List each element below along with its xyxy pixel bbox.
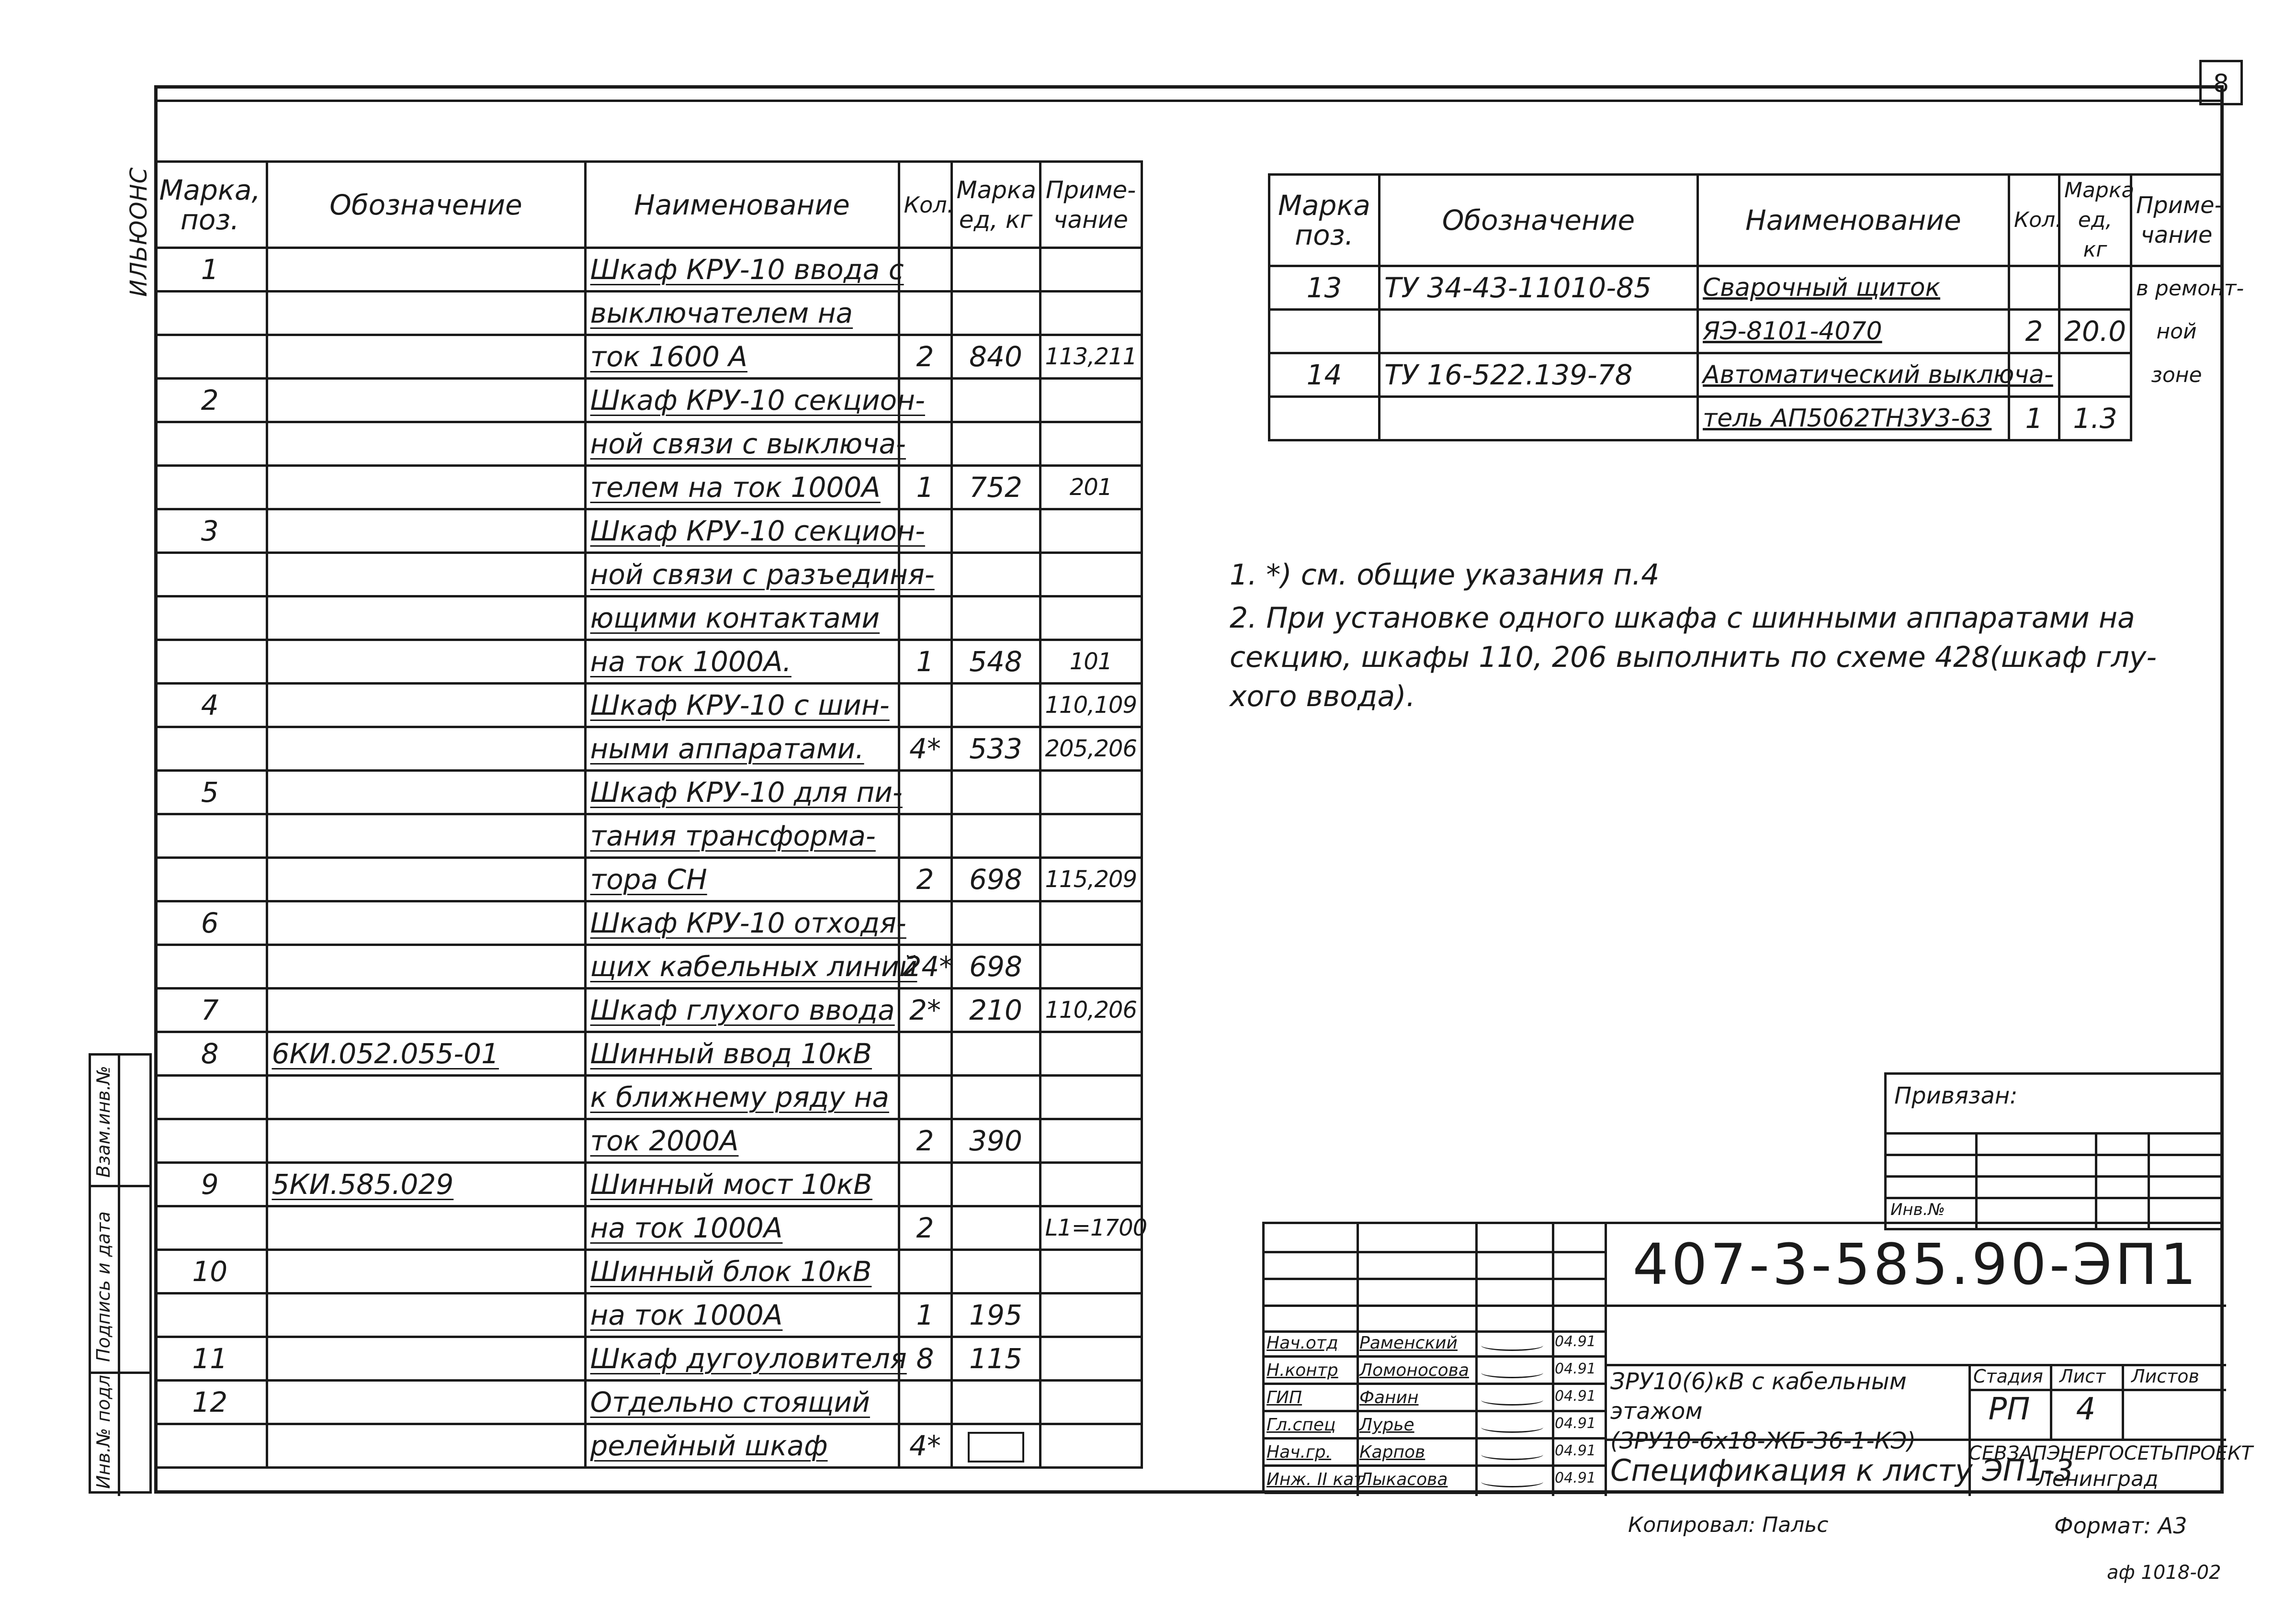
cell-note	[1040, 1032, 1142, 1076]
cell-name: Шинный ввод 10кВ	[585, 1032, 899, 1076]
cell-note	[1040, 422, 1142, 466]
cell-mark: 6	[154, 901, 267, 945]
table-row	[154, 335, 1142, 379]
cell-note: 205,206	[1040, 727, 1142, 771]
signature-scribble	[1481, 1476, 1543, 1487]
cell-designation	[267, 335, 585, 379]
cell-qty	[899, 422, 951, 466]
table-row	[1269, 266, 2222, 310]
sign-date: 04.91	[1555, 1361, 1596, 1377]
sign-date: 04.91	[1555, 1442, 1596, 1459]
cell-mass: 210	[951, 989, 1040, 1032]
cell-name: ющими контактами	[585, 596, 899, 640]
org-line-1: СЕВЗАПЭНЕРГОСЕТЬПРОЕКТ	[1968, 1442, 2253, 1464]
cell-note	[1040, 814, 1142, 858]
cell-name: ной связи с выключа-	[585, 422, 899, 466]
cell-mass	[951, 901, 1040, 945]
cell-qty	[899, 901, 951, 945]
cell-mark	[154, 422, 267, 466]
cell-qty	[899, 684, 951, 727]
cell-name: щих кабельных линий	[585, 945, 899, 989]
cell-name: Шкаф КРУ-10 ввода с	[585, 248, 899, 292]
cell-mass: 548	[951, 640, 1040, 684]
signature-scribble	[1481, 1422, 1543, 1433]
signature-row	[1265, 1358, 1606, 1385]
cell-mass	[951, 1076, 1040, 1119]
cell-mass: 698	[951, 945, 1040, 989]
cell-qty: 2	[899, 858, 951, 901]
table-row	[154, 596, 1142, 640]
table-row	[154, 1119, 1142, 1163]
cell-mark	[154, 727, 267, 771]
cell-mark: 11	[154, 1337, 267, 1381]
cell-designation	[267, 509, 585, 553]
sheet-corner-number: 8	[2199, 60, 2243, 105]
sign-date: 04.91	[1555, 1470, 1596, 1486]
cell-note: зоне	[2131, 353, 2222, 397]
cell-name: тель АП5062ТН3У3-63	[1698, 397, 2009, 440]
cell-name: на ток 1000А	[585, 1294, 899, 1337]
cell-note	[1040, 553, 1142, 596]
cell-mark	[154, 814, 267, 858]
cell-mass	[951, 248, 1040, 292]
cell-designation	[267, 1294, 585, 1337]
signer-role: Нач.гр.	[1267, 1442, 1332, 1462]
side-podpis: Подпись и дата	[93, 1211, 114, 1362]
object-title	[1610, 1367, 1974, 1456]
object-title-line-1: ЗРУ10(6)кВ с кабельным этажом	[1610, 1368, 1907, 1425]
table-row	[154, 509, 1142, 553]
note-line: 1. *) см. общие указания п.4	[1230, 558, 1660, 592]
footer-ref: аф 1018-02	[2107, 1562, 2221, 1584]
cell-name: Шкаф КРУ-10 отходя-	[585, 901, 899, 945]
table-row	[1269, 397, 2222, 440]
table-row	[1269, 353, 2222, 397]
table-row	[154, 814, 1142, 858]
cell-name: Отдельно стоящий	[585, 1381, 899, 1424]
cell-designation	[267, 1076, 585, 1119]
col-designation: Обозначение	[267, 162, 585, 248]
bound-label: Привязан:	[1894, 1082, 2018, 1109]
cell-name: ЯЭ-8101-4070	[1698, 310, 2009, 353]
cell-note: 201	[1040, 466, 1142, 509]
cell-qty: 2	[899, 335, 951, 379]
cell-name: телем на ток 1000А	[585, 466, 899, 509]
sheet-value: 4	[2076, 1392, 2096, 1427]
cell-mark	[154, 1424, 267, 1468]
col-mark: Марка поз.	[1269, 175, 1380, 266]
signature-scribble	[1481, 1367, 1543, 1378]
cell-mark	[1269, 397, 1380, 440]
note-line: хого ввода).	[1230, 680, 1415, 713]
table-row	[154, 1032, 1142, 1076]
cell-designation	[267, 771, 585, 814]
cell-designation	[267, 1424, 585, 1468]
cell-note: 115,209	[1040, 858, 1142, 901]
col-qty: Кол.	[2009, 175, 2059, 266]
cell-qty: 8	[899, 1337, 951, 1381]
cell-mark: 9	[154, 1163, 267, 1206]
signature-scribble	[1481, 1395, 1543, 1406]
cell-mass	[951, 1032, 1040, 1076]
cell-qty	[899, 814, 951, 858]
cell-mark: 14	[1269, 353, 1380, 397]
cell-name: Шкаф КРУ-10 с шин-	[585, 684, 899, 727]
sign-date: 04.91	[1555, 1333, 1596, 1350]
cell-name: ток 1600 А	[585, 335, 899, 379]
cell-mass	[951, 553, 1040, 596]
cell-qty	[899, 292, 951, 335]
cell-mark	[154, 596, 267, 640]
cell-name: Автоматический выключа-	[1698, 353, 2009, 397]
sheet-label: Лист	[2059, 1366, 2106, 1387]
doc-code: 407-3-585.90-ЭП1	[1632, 1231, 2199, 1297]
cell-mark: 5	[154, 771, 267, 814]
cell-designation	[267, 640, 585, 684]
cell-note	[1040, 1424, 1142, 1468]
cell-qty: 4*	[899, 1424, 951, 1468]
side-inv-podl: Инв.№ подл.	[93, 1369, 114, 1489]
cell-qty: 1	[899, 1294, 951, 1337]
signature-row	[1265, 1467, 1606, 1494]
cell-note	[1040, 1381, 1142, 1424]
sign-date: 04.91	[1555, 1415, 1596, 1432]
table-row	[154, 1163, 1142, 1206]
table-row	[154, 989, 1142, 1032]
cell-name: Шкаф КРУ-10 секцион-	[585, 509, 899, 553]
left-table-header	[154, 162, 1142, 248]
cell-mass: 840	[951, 335, 1040, 379]
cell-qty	[899, 1076, 951, 1119]
cell-mark	[154, 945, 267, 989]
cell-designation	[267, 1206, 585, 1250]
binding-box	[1884, 1072, 2224, 1230]
cell-note: 113,211	[1040, 335, 1142, 379]
cell-note	[1040, 1076, 1142, 1119]
cell-note	[1040, 1337, 1142, 1381]
table-row	[154, 1294, 1142, 1337]
cell-mark: 12	[154, 1381, 267, 1424]
cell-qty: 2	[2009, 310, 2059, 353]
cell-name: Сварочный щиток	[1698, 266, 2009, 310]
table-row	[154, 292, 1142, 335]
cell-mark	[154, 640, 267, 684]
cell-note	[1040, 771, 1142, 814]
col-note: Приме- чание	[2131, 175, 2222, 266]
cell-designation	[267, 1250, 585, 1294]
cell-designation	[267, 553, 585, 596]
cell-designation	[267, 945, 585, 989]
cell-name: релейный шкаф	[585, 1424, 899, 1468]
cell-qty: 1	[899, 640, 951, 684]
cell-mark: 1	[154, 248, 267, 292]
cell-qty	[899, 248, 951, 292]
cell-mark	[154, 335, 267, 379]
table-row	[154, 684, 1142, 727]
side-label: ИЛЬЮОНС	[125, 167, 152, 297]
note-line: секцию, шкафы 110, 206 выполнить по схеме 428(шкаф глу-	[1230, 641, 2157, 674]
signer-name: Раменский	[1359, 1333, 1458, 1353]
col-name: Наименование	[585, 162, 899, 248]
cell-mark	[154, 1119, 267, 1163]
table-row	[154, 771, 1142, 814]
cell-note	[1040, 1294, 1142, 1337]
col-mark: Марка, поз.	[154, 162, 267, 248]
cell-designation	[267, 989, 585, 1032]
table-row	[154, 466, 1142, 509]
cell-note: 110,109	[1040, 684, 1142, 727]
cell-mark	[154, 292, 267, 335]
cell-qty	[899, 1381, 951, 1424]
cell-name: Шкаф КРУ-10 секцион-	[585, 379, 899, 422]
table-row	[154, 1337, 1142, 1381]
cell-qty	[899, 1250, 951, 1294]
table-row	[154, 379, 1142, 422]
table-row	[154, 858, 1142, 901]
col-mass: Марка ед, кг	[951, 162, 1040, 248]
frame-top-strip	[154, 85, 2224, 102]
cell-mass: 20.0	[2059, 310, 2131, 353]
cell-mark: 10	[154, 1250, 267, 1294]
cell-designation	[267, 466, 585, 509]
table-row	[154, 1424, 1142, 1468]
cell-mark	[154, 1076, 267, 1119]
cell-note	[1040, 379, 1142, 422]
cell-mass	[951, 379, 1040, 422]
cell-name: ной связи с разъединя-	[585, 553, 899, 596]
stage-value: РП	[1988, 1392, 2030, 1427]
cell-mark	[154, 1206, 267, 1250]
cell-designation	[267, 684, 585, 727]
table-row	[1269, 310, 2222, 353]
cell-designation	[267, 248, 585, 292]
left-spec-table	[154, 160, 1147, 1469]
cell-note	[1040, 1163, 1142, 1206]
col-designation: Обозначение	[1380, 175, 1698, 266]
right-table-header	[1269, 175, 2222, 266]
cell-mass	[951, 596, 1040, 640]
cell-name: на ток 1000А	[585, 1206, 899, 1250]
cell-note	[1040, 945, 1142, 989]
cell-designation	[267, 422, 585, 466]
cell-note: L1=1700	[1040, 1206, 1142, 1250]
cell-note	[2131, 397, 2222, 440]
cell-designation	[267, 858, 585, 901]
cell-qty	[899, 771, 951, 814]
cell-designation	[267, 1337, 585, 1381]
cell-designation	[1380, 310, 1698, 353]
cell-note	[1040, 901, 1142, 945]
footer-copied: Копировал: Пальс	[1628, 1513, 1829, 1537]
signer-role: ГИП	[1267, 1388, 1302, 1407]
cell-mass	[951, 1163, 1040, 1206]
cell-mark: 4	[154, 684, 267, 727]
cell-name: к ближнему ряду на	[585, 1076, 899, 1119]
title-block	[1262, 1222, 2253, 1494]
cell-mass	[2059, 266, 2131, 310]
cell-designation	[267, 379, 585, 422]
cell-name: Шинный мост 10кВ	[585, 1163, 899, 1206]
object-title-line-2: (ЗРУ10-6х18-ЖБ-36-1-КЭ)	[1610, 1428, 1916, 1454]
cell-mass	[951, 771, 1040, 814]
inv-label: Инв.№	[1890, 1200, 1945, 1219]
cell-qty: 2*	[899, 989, 951, 1032]
general-notes	[1230, 555, 2157, 716]
cell-note	[1040, 1250, 1142, 1294]
cell-designation	[267, 727, 585, 771]
cell-designation	[267, 814, 585, 858]
cell-mass	[951, 814, 1040, 858]
signer-role: Инж. II кат	[1267, 1470, 1364, 1489]
cell-qty	[899, 1163, 951, 1206]
cell-designation	[267, 1381, 585, 1424]
cell-mass: 195	[951, 1294, 1040, 1337]
side-stamp	[89, 1053, 152, 1494]
table-row	[154, 640, 1142, 684]
cell-designation	[267, 1119, 585, 1163]
col-qty: Кол.	[899, 162, 951, 248]
cell-mass: 390	[951, 1119, 1040, 1163]
signer-role: Нач.отд	[1267, 1333, 1338, 1353]
cell-designation: ТУ 34-43-11010-85	[1380, 266, 1698, 310]
table-row	[154, 422, 1142, 466]
signer-name: Фанин	[1359, 1388, 1419, 1407]
right-spec-table	[1268, 173, 2244, 441]
cell-mass	[951, 422, 1040, 466]
table-row	[154, 248, 1142, 292]
cell-name: Шкаф дугоуловителя	[585, 1337, 899, 1381]
table-row	[154, 727, 1142, 771]
cell-name: Шинный блок 10кВ	[585, 1250, 899, 1294]
signer-name: Лыкасова	[1359, 1470, 1448, 1489]
cell-note	[1040, 1119, 1142, 1163]
cell-mark: 7	[154, 989, 267, 1032]
cell-designation	[1380, 397, 1698, 440]
cell-note	[1040, 292, 1142, 335]
signature-row	[1265, 1412, 1606, 1440]
cell-mass	[2059, 353, 2131, 397]
cell-mass	[951, 1424, 1040, 1468]
cell-mark	[154, 858, 267, 901]
cell-mass	[951, 509, 1040, 553]
cell-mass	[951, 1206, 1040, 1250]
table-row	[154, 945, 1142, 989]
table-row	[154, 1381, 1142, 1424]
signer-name: Ломоносова	[1359, 1361, 1469, 1380]
cell-mass: 533	[951, 727, 1040, 771]
cell-note	[1040, 248, 1142, 292]
sheets-label: Листов	[2131, 1366, 2199, 1387]
cell-mark: 3	[154, 509, 267, 553]
cell-mark: 8	[154, 1032, 267, 1076]
cell-qty: 2	[899, 1119, 951, 1163]
cell-mark: 2	[154, 379, 267, 422]
cell-note: 110,206	[1040, 989, 1142, 1032]
cell-designation: 5КИ.585.029	[267, 1163, 585, 1206]
cell-mass	[951, 1381, 1040, 1424]
org-name	[1968, 1440, 2253, 1492]
cell-designation	[267, 901, 585, 945]
cell-name: на ток 1000А.	[585, 640, 899, 684]
col-mass: Марка ед, кг	[2059, 175, 2131, 266]
cell-note	[1040, 509, 1142, 553]
cell-mass	[951, 684, 1040, 727]
cell-qty: 1	[2009, 397, 2059, 440]
signature-row	[1265, 1330, 1606, 1358]
cell-mass: 752	[951, 466, 1040, 509]
cell-mark: 13	[1269, 266, 1380, 310]
cell-qty: 4*	[899, 727, 951, 771]
cell-designation	[267, 596, 585, 640]
signer-name: Карпов	[1359, 1442, 1425, 1462]
table-row	[154, 1206, 1142, 1250]
table-row	[154, 901, 1142, 945]
cell-note: в ремонт-	[2131, 266, 2222, 310]
cell-mark	[154, 1294, 267, 1337]
org-line-2: Ленинград	[2036, 1467, 2159, 1491]
cell-designation: ТУ 16-522.139-78	[1380, 353, 1698, 397]
col-note: Приме- чание	[1040, 162, 1142, 248]
table-row	[154, 1250, 1142, 1294]
signer-role: Гл.спец	[1267, 1415, 1336, 1435]
cell-mass	[951, 1250, 1040, 1294]
cell-name: ток 2000А	[585, 1119, 899, 1163]
signer-role: Н.контр	[1267, 1361, 1338, 1380]
cell-qty: 2	[899, 1206, 951, 1250]
cell-qty: 24*	[899, 945, 951, 989]
cell-mark	[1269, 310, 1380, 353]
table-row	[154, 1076, 1142, 1119]
side-vzam: Взам.инв.№	[93, 1066, 114, 1178]
cell-mark	[154, 553, 267, 596]
note-line: 2. При установке одного шкафа с шинными аппаратами на	[1230, 601, 2135, 635]
signer-name: Лурье	[1359, 1415, 1414, 1435]
cell-name: Шкаф КРУ-10 для пи-	[585, 771, 899, 814]
cell-name: тания трансформа-	[585, 814, 899, 858]
cell-note	[1040, 596, 1142, 640]
cell-qty	[2009, 266, 2059, 310]
footer-format: Формат: А3	[2054, 1513, 2187, 1539]
table-row	[154, 553, 1142, 596]
signature-scribble	[1481, 1449, 1543, 1460]
sign-date: 04.91	[1555, 1388, 1596, 1405]
cell-name: тора СН	[585, 858, 899, 901]
cell-designation: 6КИ.052.055-01	[267, 1032, 585, 1076]
cell-mass: 115	[951, 1337, 1040, 1381]
cell-mass	[951, 292, 1040, 335]
cell-designation	[267, 292, 585, 335]
cell-name: Шкаф глухого ввода	[585, 989, 899, 1032]
cell-note: 101	[1040, 640, 1142, 684]
cell-name: выключателем на	[585, 292, 899, 335]
cell-name: ными аппаратами.	[585, 727, 899, 771]
signature-row	[1265, 1385, 1606, 1412]
cell-qty	[899, 596, 951, 640]
cell-mass: 1.3	[2059, 397, 2131, 440]
cell-mark	[154, 466, 267, 509]
relay-cabinet-symbol	[968, 1432, 1024, 1462]
cell-note: ной	[2131, 310, 2222, 353]
cell-qty: 1	[899, 466, 951, 509]
stage-label: Стадия	[1973, 1366, 2043, 1387]
signature-scribble	[1481, 1340, 1543, 1351]
doc-title: Спецификация к листу ЭП1-3	[1610, 1453, 2074, 1488]
col-name: Наименование	[1698, 175, 2009, 266]
cell-mass: 698	[951, 858, 1040, 901]
signature-row	[1265, 1440, 1606, 1467]
cell-qty	[899, 1032, 951, 1076]
